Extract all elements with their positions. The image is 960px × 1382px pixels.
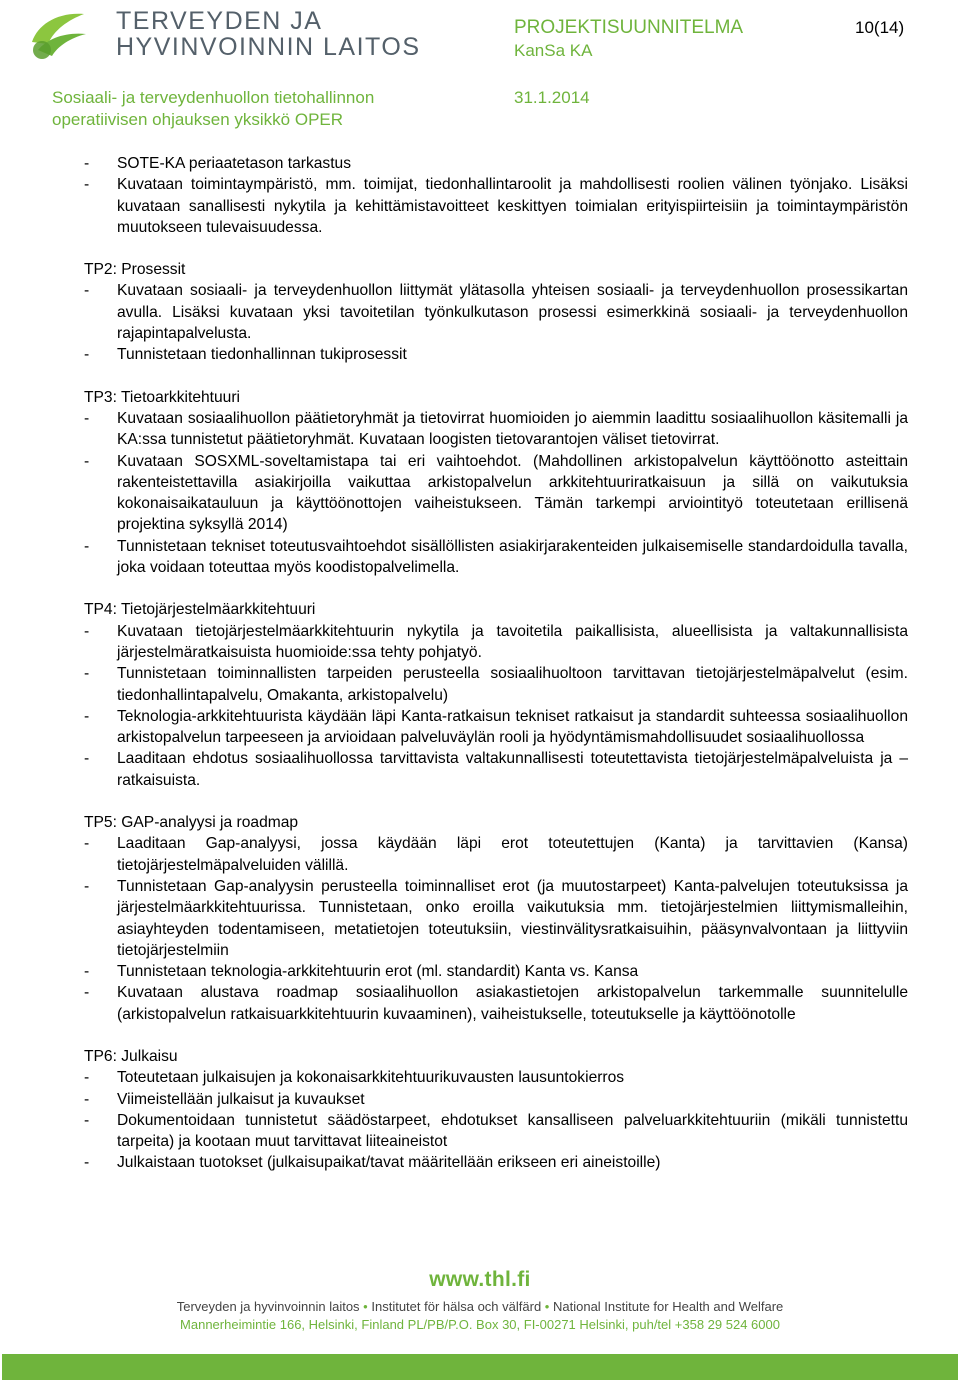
list-item: - Dokumentoidaan tunnistetut säädöstarpeet, ehdotukset kansalliseen palveluarkkitehtuuriin (mikäli tunnistettu tarpeita) ja kootaan muut tarvittavat liiteaineistot [84, 1111, 908, 1151]
list-item: - Tunnistetaan tiedonhallinnan tukiprosessit [84, 346, 407, 364]
page-number: 10(14) [855, 18, 905, 37]
list-item: - Tunnistetaan tekniset toteutusvaihtoehdot sisällöllisten asiakirjarakenteiden julkaisemiselle standardoidulla tavalla, joka voidaan toteuttaa myös koodistopalvelimella. [84, 537, 908, 577]
list-item: - Laaditaan ehdotus sosiaalihuollossa tarvittavista valtakunnallisesti toteutettavista tietojärjestelmäpalveluista ja –ratkaisuista. [84, 750, 908, 789]
footer-bar [2, 1354, 958, 1380]
list-item: - Kuvataan tietojärjestelmäarkkitehtuurin nykytila ja tavoitetila paikallisista, alueellisista ja valtakunnallisista järjestelmäratkaisuista huomioide:ssa tehty pohjatyö. [84, 622, 908, 661]
thl-logo-icon [28, 4, 90, 62]
list-item: - Kuvataan alustava roadmap sosiaalihuollon asiakastietojen arkistopalvelun tarkemmalle suunnitelulle (arkistopalvelun ratkaisuarkkitehtuurin kuvaaminen), vaiheistukselle, toteutukselle ja käyttöönotolle [84, 984, 908, 1023]
section-heading: TP2: Prosessit [84, 261, 186, 279]
document-body [84, 153, 908, 1174]
section-heading: TP6: Julkaisu [84, 1047, 178, 1065]
list-item: - SOTE-KA periaatetason tarkastus [84, 155, 352, 172]
list-item: - Kuvataan sosiaalihuollon päätietoryhmät ja tietovirrat huomioiden jo aiemmin laadittu sosiaalihuollon käsitemalli ja KA:ssa tunnistetut päätietoryhmät. Kuvataan loogisten tietovarantojen väliset tietovirrat. [84, 409, 908, 449]
org-name-sv: Institutet för hälsa och välfärd [371, 1299, 542, 1314]
list-item: - Viimeistellään julkaisut ja kuvaukset [84, 1090, 365, 1108]
org-name-line1: TERVEYDEN JA [116, 7, 323, 35]
list-item: - Kuvataan SOSXML-soveltamistapa tai eri vaihtoehdot. (Mahdollinen arkistopalvelun käyttöönotto asteittain rakenteistettavilla asiakirjoilla vaikuttaa arkistopalvelun arkkitehtuuriratkaisuun ja sillä on vaikutuksia kokonaisaikatauluun ja käyttöönottojen vaiheistukseen. Tämän tarkempi arviointityö toteutetaan erillisenä projektina syksyllä 2014) [84, 452, 908, 534]
list-item: - Toteutetaan julkaisujen ja kokonaisarkkitehtuurikuvausten lausuntokierros [84, 1069, 625, 1087]
list-item: - Tunnistetaan Gap-analyysin perusteella toiminnalliset erot (ja muutostarpeet) Kanta-palvelujen toteutuksissa ja järjestelmäarkkitehtuurissa. Tunnistetaan, onko eroilla vaikutuksia mm. tietojärjestelmien liittymismalleihin, asiayhteyden todentamiseen, metatietojen toteutuksiin, viestinvälitysratkaisuihin, pääsynvalvontaan ja liittyviin tietojärjestelmiin [84, 877, 908, 959]
list-item: - Kuvataan sosiaali- ja terveydenhuollon liittymät ylätasolla yhteisen sosiaali- ja terveydenhuollon prosessikartan avulla. Lisäksi kuvataan yksi tavoitetilan työnkulkutason prosessi esimerkkinä sosiaali- ja terveydenhuollon rajapintapalvelusta. [84, 282, 908, 343]
separator: • [544, 1299, 550, 1314]
list-item: - Julkaistaan tuotokset (julkaisupaikat/tavat määritellään erikseen eri aineistoille) [84, 1154, 661, 1172]
document-date: 31.1.2014 [514, 88, 590, 107]
unit-name-line2: operatiivisen ohjauksen yksikkö OPER [52, 110, 344, 129]
org-name-fi: Terveyden ja hyvinvoinnin laitos [176, 1299, 360, 1314]
list-item: - Teknologia-arkkitehtuurista käydään läpi Kanta-ratkaisun tekniset ratkaisut ja standardit suhteessa sosiaalihuollon arkistopalvelun tarpeeseen ja arvioidaan palveluväylän rooli ja hyödyntämismahdollisuudet sosiaalihuollossa [84, 707, 908, 747]
document-title: PROJEKTISUUNNITELMA [514, 17, 744, 38]
unit-name-line1: Sosiaali- ja terveydenhuollon tietohallinnon [52, 88, 375, 107]
footer-url[interactable]: www.thl.fi [429, 1268, 531, 1291]
org-name-en: National Institute for Health and Welfare [552, 1299, 784, 1314]
section-heading: TP4: Tietojärjestelmäarkkitehtuuri [84, 601, 316, 619]
list-item: - Kuvataan toimintaympäristö, mm. toimijat, tiedonhallintaroolit ja mahdollisesti roolien välinen työnjako. Lisäksi kuvataan sanallisesti nykytila ja kehittämistavoitteet keskittyen toimialan erityispiirteisiin ja toimintaympäristön muutokseen tulevaisuudessa. [84, 176, 908, 236]
list-item: - Laaditaan Gap-analyysi, jossa käydään läpi erot toteutettujen (Kanta) ja tarvittavien (Kansa) tietojärjestelmäpalveluiden välillä. [84, 835, 908, 874]
list-item: - Tunnistetaan toiminnallisten tarpeiden perusteella sosiaalihuoltoon tarvittavan tietojärjestelmäpalvelut (esim. tiedonhallintapalvelu, Omakanta, arkistopalvelu) [84, 665, 908, 704]
separator: • [363, 1299, 368, 1314]
document-subtitle: KanSa KA [514, 41, 593, 60]
org-name-line2: HYVINVOINNIN LAITOS [116, 33, 421, 61]
footer-org-names [0, 1299, 960, 1314]
section-heading: TP3: Tietoarkkitehtuuri [84, 388, 241, 406]
section-heading: TP5: GAP-analyysi ja roadmap [84, 814, 299, 832]
footer-address: Mannerheimintie 166, Helsinki, Finland PL/PB/P.O. Box 30, FI-00271 Helsinki, puh/tel +358 29 524 6000 [180, 1317, 780, 1332]
list-item: - Tunnistetaan teknologia-arkkitehtuurin erot (ml. standardit) Kanta vs. Kansa [84, 963, 639, 981]
